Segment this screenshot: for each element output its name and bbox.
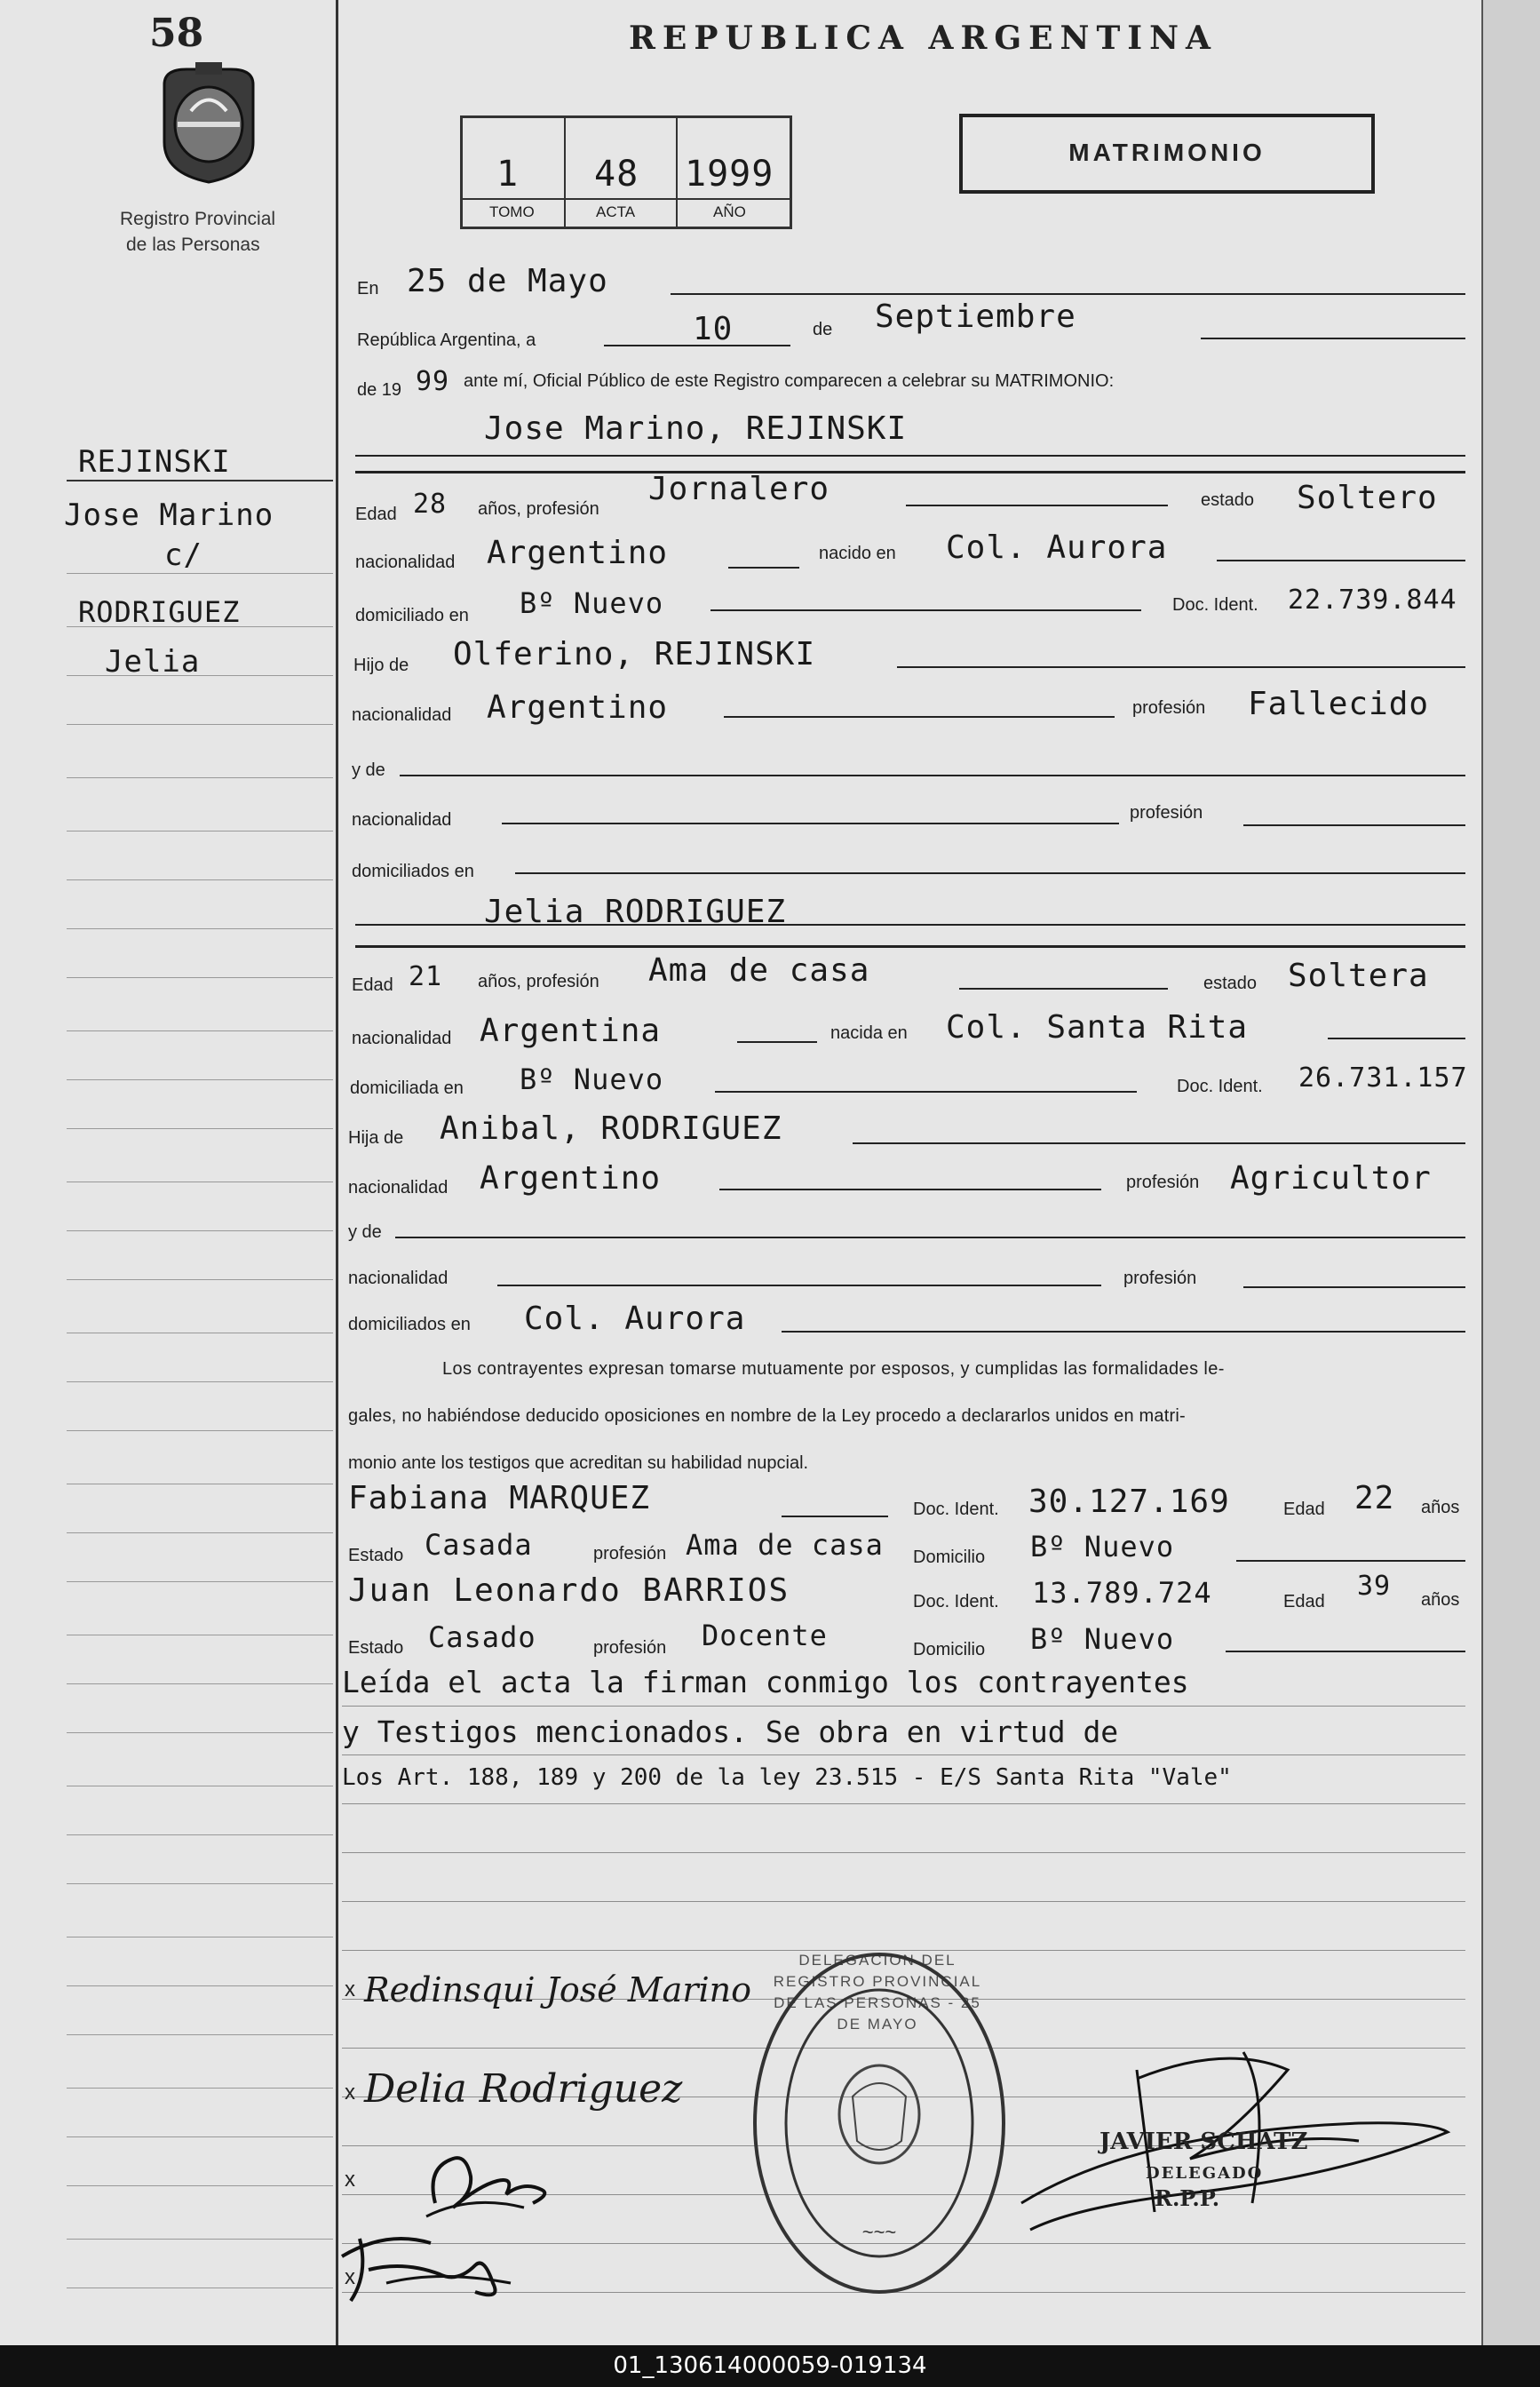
bride-name: Jelia RODRIGUEZ	[484, 894, 787, 930]
closing-line2: y Testigos mencionados. Se obra en virtud de	[342, 1715, 1119, 1749]
registry-name-line2: de las Personas	[126, 235, 260, 255]
bride-and-of-label: y de	[348, 1222, 382, 1242]
document-type-title: MATRIMONIO	[1068, 139, 1266, 166]
witness1-domicile-line	[1236, 1560, 1465, 1562]
groom-doc-label: Doc. Ident.	[1172, 595, 1258, 615]
witness2-doc-label: Doc. Ident.	[913, 1592, 999, 1611]
record-number-box	[460, 115, 792, 229]
groom-birthplace-line	[1217, 560, 1465, 561]
groom-signature: Redinsqui José Marino	[364, 1970, 751, 2009]
witness2-profession: Docente	[702, 1619, 828, 1652]
witness2-domicile-label: Domicilio	[913, 1640, 986, 1659]
groom-father-profession-label: profesión	[1132, 698, 1206, 718]
witness1-doc-label: Doc. Ident.	[913, 1500, 999, 1519]
bride-domicile: Bº Nuevo	[520, 1062, 664, 1096]
bride-age-label: Edad	[352, 975, 393, 995]
witness1-domicile-label: Domicilio	[913, 1548, 986, 1567]
registry-seal-text: DELEGACION DEL REGISTRO PROVINCIAL DE LAS PERSONAS - 25 DE MAYO	[773, 1952, 982, 2033]
svg-text:~~~: ~~~	[861, 2221, 897, 2243]
signature-mark-2: x	[345, 2081, 355, 2105]
bride-born-label: nacida en	[830, 1023, 908, 1043]
groom-mother-line	[400, 775, 1465, 776]
country-title: REPUBLICA ARGENTINA	[629, 20, 1218, 57]
groom-doc: 22.739.844	[1288, 585, 1457, 616]
groom-nationality-line	[728, 567, 799, 569]
bride-section-rule	[355, 945, 1465, 948]
bride-nationality-label: nacionalidad	[352, 1029, 452, 1048]
witness2-age-label: Edad	[1283, 1592, 1325, 1611]
bride-birthplace-line	[1328, 1038, 1465, 1039]
groom-mother-nat-line	[502, 823, 1119, 824]
groom-profession-label: años, profesión	[478, 499, 599, 519]
witness1-name: Fabiana MARQUEZ	[348, 1480, 651, 1516]
margin-note-line4: RODRIGUEZ	[78, 595, 241, 629]
witness1-domicile: Bº Nuevo	[1030, 1530, 1175, 1563]
witness2-age: 39	[1357, 1571, 1392, 1602]
year-prefix: de 19	[357, 380, 402, 400]
groom-profession-line	[906, 505, 1168, 506]
witness2-name: Juan Leonardo BARRIOS	[348, 1572, 790, 1609]
en-label: En	[357, 279, 379, 298]
document-type-box	[959, 114, 1375, 194]
groom-father: Olferino, REJINSKI	[453, 636, 816, 672]
witness2-years-label: años	[1421, 1590, 1460, 1610]
bride-father-nationality-label: nacionalidad	[348, 1178, 449, 1197]
tomo-value: 1	[496, 154, 520, 195]
signature-mark-1: x	[345, 1977, 355, 2001]
witness1-profession-label: profesión	[593, 1544, 667, 1563]
scan-id: 01_130614000059-019134	[613, 2352, 927, 2379]
bride-domicile-line	[715, 1091, 1137, 1093]
appearance-statement: ante mí, Oficial Público de este Registro comparecen a celebrar su MATRIMONIO:	[464, 371, 1115, 391]
place-value: 25 de Mayo	[407, 263, 608, 299]
bride-daughter-of-label: Hija de	[348, 1128, 404, 1148]
groom-profession: Jornalero	[648, 471, 830, 507]
witness1-name-line	[782, 1516, 888, 1517]
right-margin-strip	[1483, 0, 1540, 2345]
bride-signature: Delia Rodriguez	[364, 2066, 683, 2112]
margin-note-line5: Jelia	[105, 644, 201, 680]
bride-profession: Ama de casa	[648, 952, 870, 989]
groom-estado: Soltero	[1297, 480, 1438, 516]
bride-parents-dom-line	[782, 1331, 1465, 1333]
groom-domicile-label: domiciliado en	[355, 606, 469, 625]
bride-name-line	[355, 924, 1465, 926]
witness1-age-label: Edad	[1283, 1500, 1325, 1519]
acta-label: ACTA	[596, 203, 636, 220]
groom-father-nat-line	[724, 716, 1115, 718]
official-office: R.P.P.	[1155, 2185, 1220, 2211]
signature-mark-3: x	[345, 2168, 355, 2192]
groom-age: 28	[413, 489, 448, 520]
groom-nationality-label: nacionalidad	[355, 553, 456, 572]
bride-profession-line	[959, 988, 1168, 990]
closing-line1: Leída el acta la firman conmigo los contrayentes	[342, 1665, 1189, 1699]
bride-mother-prof-line	[1243, 1286, 1465, 1288]
margin-note-line2: Jose Marino	[64, 497, 274, 533]
page-number: 58	[149, 11, 204, 56]
groom-parents-domicile-label: domiciliados en	[352, 862, 474, 881]
groom-and-of-label: y de	[352, 760, 385, 780]
bride-father-nationality: Argentino	[480, 1160, 662, 1197]
margin-note-line1: REJINSKI	[78, 444, 231, 480]
groom-father-profession: Fallecido	[1248, 686, 1430, 722]
bride-mother-nationality-label: nacionalidad	[348, 1269, 449, 1288]
groom-father-nationality: Argentino	[487, 689, 669, 726]
witness2-signature	[333, 2221, 537, 2319]
groom-mother-prof-line	[1243, 824, 1465, 826]
margin-note-line3: c/	[164, 537, 202, 573]
bride-father-profession: Agricultor	[1230, 1160, 1432, 1197]
groom-mother-nationality-label: nacionalidad	[352, 810, 452, 830]
groom-father-line	[897, 666, 1465, 668]
groom-domicile: Bº Nuevo	[520, 586, 664, 620]
bride-parents-domicile: Col. Aurora	[524, 1301, 746, 1337]
witness2-estado-label: Estado	[348, 1638, 404, 1658]
witness1-age: 22	[1354, 1480, 1395, 1516]
witness1-signature	[417, 2132, 568, 2230]
bride-father: Anibal, RODRIGUEZ	[440, 1110, 782, 1147]
tomo-label: TOMO	[489, 203, 535, 220]
groom-father-nationality-label: nacionalidad	[352, 705, 452, 725]
witness2-profession-label: profesión	[593, 1638, 667, 1658]
left-column-divider	[336, 0, 338, 2345]
witness1-estado-label: Estado	[348, 1546, 404, 1565]
witness1-doc: 30.127.169	[1028, 1484, 1230, 1520]
witness2-domicile: Bº Nuevo	[1030, 1622, 1175, 1656]
groom-name: Jose Marino, REJINSKI	[484, 410, 908, 447]
groom-born-label: nacido en	[819, 544, 896, 563]
bride-estado-label: estado	[1203, 974, 1258, 993]
bride-mother-nat-line	[497, 1285, 1101, 1286]
groom-name-line	[355, 455, 1465, 457]
provincial-coat-of-arms-icon	[151, 62, 266, 187]
groom-domicile-line	[710, 609, 1141, 611]
groom-birthplace: Col. Aurora	[946, 529, 1168, 566]
place-fill-line	[671, 293, 1465, 295]
registry-name-line1: Registro Provincial	[120, 209, 276, 229]
witness1-estado: Casada	[425, 1528, 533, 1562]
bride-domicile-label: domiciliada en	[350, 1078, 464, 1098]
groom-estado-label: estado	[1201, 490, 1255, 510]
bride-birthplace: Col. Santa Rita	[946, 1009, 1249, 1046]
bride-mother-profession-label: profesión	[1123, 1269, 1197, 1288]
bride-estado: Soltera	[1288, 958, 1429, 994]
bride-profession-label: años, profesión	[478, 972, 599, 991]
month-fill-line	[1201, 338, 1465, 339]
closing-line3: Los Art. 188, 189 y 200 de la ley 23.515 - E/S Santa Rita "Vale"	[342, 1764, 1232, 1791]
groom-son-of-label: Hijo de	[353, 656, 409, 675]
groom-age-label: Edad	[355, 505, 397, 524]
bride-nationality: Argentina	[480, 1013, 662, 1049]
official-title: DELEGADO	[1146, 2164, 1264, 2183]
witness2-doc: 13.789.724	[1032, 1576, 1212, 1610]
bride-father-nat-line	[719, 1189, 1101, 1190]
republica-label: República Argentina, a	[357, 330, 536, 350]
bride-father-line	[853, 1142, 1465, 1144]
acta-value: 48	[594, 154, 639, 195]
witness1-profession: Ama de casa	[686, 1528, 884, 1562]
bride-mother-line	[395, 1237, 1465, 1238]
bride-age: 21	[409, 961, 443, 992]
bride-parents-domicile-label: domiciliados en	[348, 1315, 471, 1334]
declaration-line3: monio ante los testigos que acreditan su habilidad nupcial.	[348, 1453, 809, 1473]
month-value: Septiembre	[875, 298, 1076, 335]
official-name: JAVIER SCHATZ	[1099, 2128, 1308, 2155]
ano-value: 1999	[685, 154, 774, 195]
bride-nationality-line	[737, 1041, 817, 1043]
witness2-domicile-line	[1226, 1651, 1465, 1652]
de-label: de	[813, 320, 833, 339]
groom-section-rule	[355, 471, 1465, 473]
day-value: 10	[693, 311, 734, 347]
groom-nationality: Argentino	[487, 535, 669, 571]
witness2-estado: Casado	[428, 1620, 536, 1654]
ano-label: AÑO	[713, 203, 746, 220]
declaration-line1: Los contrayentes expresan tomarse mutuamente por esposos, y cumplidas las formalidades le-	[442, 1359, 1225, 1379]
bride-doc: 26.731.157	[1298, 1062, 1468, 1094]
groom-parents-dom-line	[515, 872, 1465, 874]
bride-father-profession-label: profesión	[1126, 1173, 1200, 1192]
witness1-years-label: años	[1421, 1498, 1460, 1517]
signature-mark-4: x	[345, 2265, 355, 2289]
declaration-line2: gales, no habiéndose deducido oposiciones en nombre de la Ley procedo a declararlos unidos en matri-	[348, 1406, 1186, 1426]
bride-doc-label: Doc. Ident.	[1177, 1077, 1263, 1096]
scan-footer	[0, 2345, 1540, 2387]
groom-mother-profession-label: profesión	[1130, 803, 1203, 823]
year-value: 99	[416, 366, 450, 397]
